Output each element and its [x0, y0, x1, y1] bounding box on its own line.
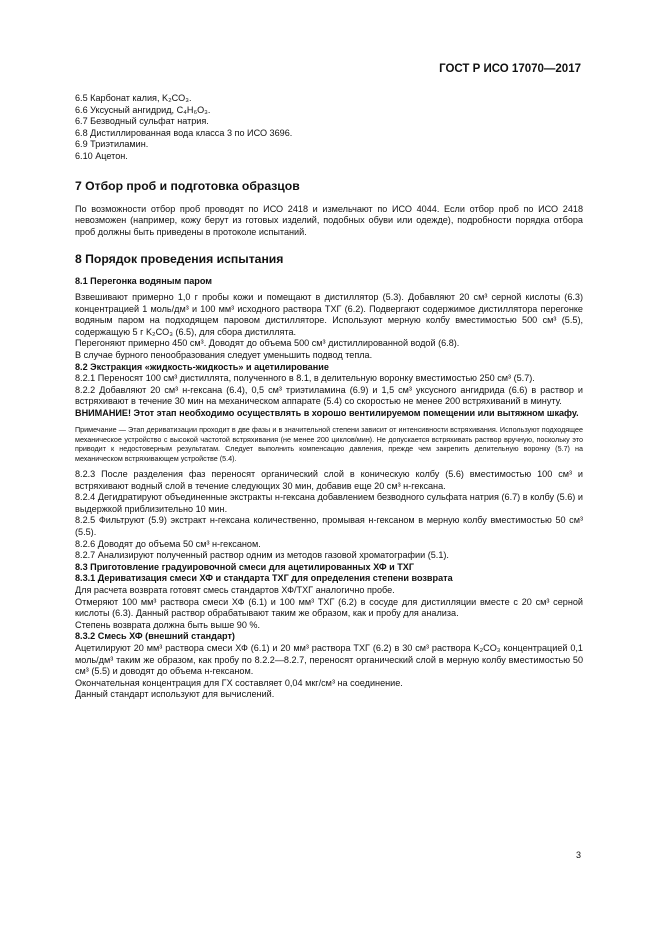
- list-item: 6.5 Карбонат калия, K₂CO₃.: [75, 93, 192, 103]
- subsection-8-3-2-title: 8.3.2 Смесь ХФ (внешний стандарт): [75, 631, 235, 642]
- paragraph: Данный стандарт используют для вычислений.: [75, 689, 275, 700]
- paragraph: 8.2.5 Фильтруют (5.9) экстракт н-гексана количественно, промывая н-гексаном в мерную колбу вместимостью 50 см³ (5.5).: [75, 515, 583, 538]
- subsection-8-1-title: 8.1 Перегонка водяным паром: [75, 276, 212, 287]
- subsection-8-2-title: 8.2 Экстракция «жидкость-жидкость» и ацетилирование: [75, 361, 329, 372]
- page-number: 3: [575, 850, 581, 860]
- subsection-8-3-title: 8.3 Приготовление градуировочной смеси для ацетилированных ХФ и ТХГ: [75, 561, 415, 572]
- paragraph: Окончательная концентрация для ГХ составляет 0,04 мкг/см³ на соединение.: [75, 677, 403, 688]
- subsection-8-3-1-title: 8.3.1 Дериватизация смеси ХФ и стандарта ТХГ для определения степени возврата: [75, 573, 453, 584]
- paragraph: В случае бурного пенообразования следует уменьшить подвод тепла.: [75, 349, 373, 360]
- list-item: 6.10 Ацетон.: [75, 150, 128, 161]
- list-item: 6.9 Триэтиламин.: [75, 139, 149, 150]
- section-8-title: 8 Порядок проведения испытания: [75, 252, 284, 267]
- warning-text: ВНИМАНИЕ! Этот этап необходимо осуществлять в хорошо вентилируемом помещении или вытяжном шкафу.: [75, 407, 579, 418]
- paragraph: 8.2.7 Анализируют полученный раствор одним из методов газовой хроматографии (5.1).: [75, 550, 449, 561]
- paragraph: Степень возврата должна быть выше 90 %.: [75, 619, 261, 630]
- paragraph: 8.2.1 Переносят 100 см³ дистиллята, полученного в 8.1, в делительную воронку вместимостью 250 см³ (5.7).: [75, 373, 535, 384]
- list-item: 6.8 Дистиллированная вода класса 3 по ИСО 3696.: [75, 127, 293, 138]
- list-item: 6.7 Безводный сульфат натрия.: [75, 116, 209, 127]
- document-header: ГОСТ Р ИСО 17070—2017: [439, 63, 581, 75]
- paragraph: 8.2.3 После разделения фаз переносят органический слой в коническую колбу (5.6) вместимостью 100 см³ и встряхивают водный слой в течение следующих 30 мин, добавив еще 20 см³ н-гексана.: [75, 469, 583, 491]
- paragraph: Для расчета возврата готовят смесь стандартов ХФ/ТХГ аналогично пробе.: [75, 585, 395, 596]
- note-text: Примечание — Этап дериватизации проходит в две фазы и в значительной степени зависит от интенсивности встряхивания. Используют подходящее механическое устройство с высокой частотой встряхивания (не менее 200 циклов/мин). Не допускается встряхивать раствор вручную, поскольку это приводит к недостоверным результатам. Следует выполнить компенсацию давления, прежде чем закрепить делительную воронку (5.7) на механическом встряхивающем устройстве (5.4).: [75, 425, 583, 463]
- paragraph: Отмеряют 100 мм³ раствора смеси ХФ (6.1) и 100 мм³ ТХГ (6.2) в сосуде для дистилляции вместе с 20 см³ серной кислоты (6.3). Данный раствор обрабатывают таким же образом, как и пробу для анализа.: [75, 596, 583, 619]
- paragraph: 8.2.6 Доводят до объема 50 см³ н-гексаном.: [75, 538, 261, 549]
- paragraph: 8.2.2 Добавляют 20 см³ н-гексана (6.4), 0,5 см³ триэтиламина (6.9) и 1,5 см³ уксусного ангидрида (6.6) в раствор и встряхивают в течение 30 мин на механическом аппарате (5.4) со скоростью не менее 200 встряхиваний в минуту.: [75, 384, 583, 407]
- reagent-list: [75, 93, 583, 163]
- section-7-title: 7 Отбор проб и подготовка образцов: [75, 178, 300, 193]
- paragraph: Взвешивают примерно 1,0 г пробы кожи и помещают в дистиллятор (5.3). Добавляют 20 см³ серной кислоты (6.3) концентрацией 1 моль/дм³ и 100 мм³ исходного раствора ТХГ (6.2). Подвергают содержимое дистиллятора перегонке водяным паром на подходящем паровом дистилляторе. Используют мерную колбу вместимостью 500 см³ (5.5), содержащую 5 г K₂CO₃ (6.5), для сбора дистиллята.: [75, 291, 583, 337]
- page-body: [75, 93, 583, 701]
- paragraph: Ацетилируют 20 мм³ раствора смеси ХФ (6.1) и 20 мм³ раствора ТХГ (6.2) в 30 см³ раствора K₂CO₃ концентрацией 0,1 моль/дм³ таким же образом, как пробу по 8.2.2—8.2.7, переносят органический слой в мерную колбу вместимостью 50 см³ (5.5) и доводят до объема н-гексаном.: [75, 643, 583, 677]
- section-7-text: По возможности отбор проб проводят по ИСО 2418 и измельчают по ИСО 4044. Если отбор проб по ИСО 2418 невозможен (например, кожу берут из готовых изделий, подобных обуви или одежде), подробности порядка отбора проб должны быть приведены в протоколе испытаний.: [75, 203, 583, 237]
- paragraph: Перегоняют примерно 450 см³. Доводят до объема 500 см³ дистиллированной водой (6.8).: [75, 338, 460, 349]
- paragraph: 8.2.4 Дегидратируют объединенные экстракты н-гексана добавлением безводного сульфата натрия (6.7) в колбу (5.6) и выдержкой приблизительно 10 мин.: [75, 492, 583, 514]
- list-item: 6.6 Уксусный ангидрид, C₄H₆O₃.: [75, 104, 211, 115]
